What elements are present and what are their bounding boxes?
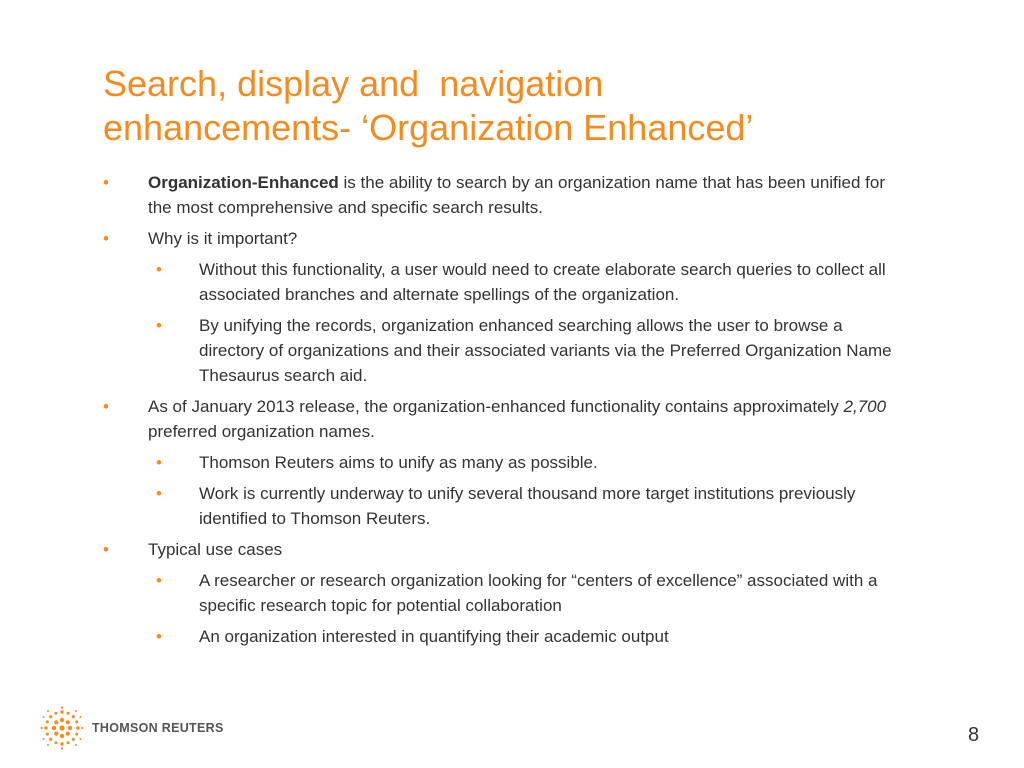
slide-title-line-1: Search, display and navigation bbox=[103, 63, 604, 104]
slide-title bbox=[103, 62, 983, 150]
sub-bullet-researcher bbox=[103, 568, 903, 618]
sub-bullet-unifying-records bbox=[103, 313, 903, 388]
bullet-text: An organization interested in quantifying their academic output bbox=[199, 627, 669, 646]
bullet-bold-term: Organization-Enhanced bbox=[148, 173, 339, 192]
bullet-icon: • bbox=[103, 173, 109, 192]
bullet-icon: • bbox=[156, 571, 162, 590]
bullet-text: preferred organization names. bbox=[148, 422, 375, 441]
bullet-italic-count: 2,700 bbox=[843, 397, 887, 416]
bullet-use-cases bbox=[103, 537, 903, 562]
bullet-icon: • bbox=[103, 229, 109, 248]
slide-body bbox=[103, 170, 903, 655]
bullet-text: is the ability to search by an organization name that has been unified for the most comprehensive and specific search results. bbox=[148, 173, 886, 217]
bullet-text: Thomson Reuters aims to unify as many as possible. bbox=[199, 453, 598, 472]
bullet-january-2013 bbox=[103, 394, 903, 444]
logo-dot-sphere-icon bbox=[40, 706, 84, 750]
bullet-text: Why is it important? bbox=[148, 229, 298, 248]
sub-bullet-without-functionality bbox=[103, 257, 903, 307]
bullet-icon: • bbox=[103, 397, 109, 416]
bullet-organization-enhanced bbox=[103, 170, 903, 220]
slide-title-line-2: enhancements- ‘Organization Enhanced’ bbox=[103, 107, 754, 148]
sub-bullet-work-underway bbox=[103, 481, 903, 531]
bullet-text: Work is currently underway to unify several thousand more target institutions previously identified to Thomson Reuters. bbox=[199, 484, 856, 528]
bullet-icon: • bbox=[156, 453, 162, 472]
bullet-why-important bbox=[103, 226, 903, 251]
bullet-icon: • bbox=[156, 316, 162, 335]
bullet-text: By unifying the records, organization enhanced searching allows the user to browse a directory of organizations and their associated variants via the Preferred Organization Name Thesaurus search aid. bbox=[199, 316, 892, 385]
sub-bullet-aims-to-unify bbox=[103, 450, 903, 475]
bullet-icon: • bbox=[103, 540, 109, 559]
bullet-icon: • bbox=[156, 484, 162, 503]
bullet-icon: • bbox=[156, 260, 162, 279]
bullet-icon: • bbox=[156, 627, 162, 646]
logo-text: THOMSON REUTERS bbox=[92, 721, 224, 735]
thomson-reuters-logo bbox=[40, 706, 224, 750]
page-number: 8 bbox=[968, 724, 980, 746]
bullet-text: A researcher or research organization looking for “centers of excellence” associated with a specific research topic for potential collaboration bbox=[199, 571, 878, 615]
sub-bullet-organization-output bbox=[103, 624, 903, 649]
bullet-text: Typical use cases bbox=[148, 540, 283, 559]
bullet-text: Without this functionality, a user would need to create elaborate search queries to collect all associated branches and alternate spellings of the organization. bbox=[199, 260, 886, 304]
bullet-text: As of January 2013 release, the organization-enhanced functionality contains approximately bbox=[148, 397, 844, 416]
